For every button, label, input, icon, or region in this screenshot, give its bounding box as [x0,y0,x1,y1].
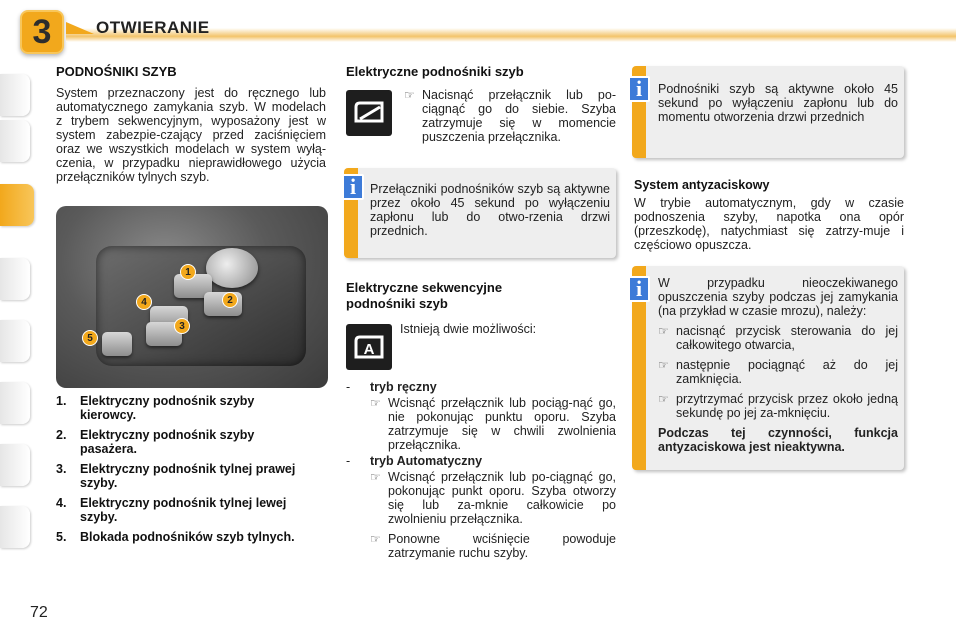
anti-pinch-text: W trybie automatycznym, gdy w czasie podnoszenia szyby, napotka ona opór (przeszkodę), natychmiast się zatrzy-muje i częściowo opuszcza. [634,196,904,252]
info-box-unexpected: W przypadku nieoczekiwanego opuszczenia szyby podczas jej zamykania (na przykład w czasie mrozu), należy: ☞ nacisnąć przycisk sterowania do jej całkowitego otwarcia, ☞ następnie pociągnąć aż do jej zamknięcia. ☞ przytrzymać przycisk przez około jedną sekundę po jej za-mknięciu. Podczas tej czynności, funkcja antyzaciskowa jest nieaktywna. [632,266,904,470]
pointer-icon: ☞ [658,392,669,406]
intro-paragraph: System przeznaczony jest do ręcznego lub automatycznego zamykania szyb. W modelach z trybem sekwencyjnym, wyposażony jest w system zabezpie-czający przed zaciśnięciem oraz we wszystkich modelach w system wyłą-czenia, w przypadku nieprawidłowego użycia przełączników tylnych szyb. [56,86,326,184]
legend-item: 2. Elektryczny podnośnik szyby pasażera. [56,428,255,456]
window-switch-photo [56,206,328,388]
info-bullet: ☞ następnie pociągnąć aż do jej zamknięcia. [658,358,898,386]
info-box-switch-active: Przełączniki podnośników szyb są aktywne przez około 45 sekund po wyłączeniu zapłonu lub do otwo-rzenia drzwi przednich. [344,168,616,258]
bullet-electric: ☞ Nacisnąć przełącznik lub po-ciągnąć go do siebie. Szyba zatrzymuje się w momencie puszczenia przełącznika. [404,88,616,144]
legend-item: 3. Elektryczny podnośnik tylnej prawej szyby. [56,462,296,490]
bullet-auto-1: ☞ Wcisnąć przełącznik lub po-ciągnąć go, pokonując punkt oporu. Szyba otworzy się lub za-mknie całkowicie po zwolnieniu przełącznika. [370,470,616,526]
side-tab-8[interactable] [0,506,30,548]
section-title-sequential: Elektryczne sekwencyjne podnośniki szyb [346,280,503,311]
pointer-icon: ☞ [658,358,669,372]
pointer-icon: ☞ [658,324,669,338]
info-icon: i [628,76,650,102]
mode-manual-block [346,380,616,452]
photo-badge-3: 3 [174,318,190,334]
pointer-icon: ☞ [404,88,415,102]
photo-badge-1: 1 [180,264,196,280]
info-icon: i [342,174,364,200]
pointer-icon: ☞ [370,532,381,546]
chapter-badge [20,10,64,54]
info-warning: Podczas tej czynności, funkcja antyzaciskowa jest nieaktywna. [658,426,898,454]
mode-manual-title: tryb ręczny [370,380,437,394]
legend-item: 1. Elektryczny podnośnik szyby kierowcy. [56,394,255,422]
section-title-window-lifts: PODNOŚNIKI SZYB [56,64,177,79]
side-tab-5[interactable] [0,320,30,362]
chapter-number: 3 [32,12,52,51]
mirror-knob [206,248,258,288]
side-tab-2[interactable] [0,120,30,162]
legend-item: 5. Blokada podnośników szyb tylnych. [56,530,295,544]
switch-legend [56,394,306,550]
photo-badge-5: 5 [82,330,98,346]
mode-auto-title: tryb Automatyczny [370,454,483,468]
pointer-icon: ☞ [370,470,381,484]
side-tab-4[interactable] [0,258,30,300]
bullet-auto-2: ☞ Ponowne wciśnięcie powoduje zatrzymanie ruchu szyby. [370,532,616,560]
side-tab-1[interactable] [0,74,30,116]
options-intro: Istnieją dwie możliwości: [400,322,537,336]
page-title: OTWIERANIE [96,18,210,37]
info-bullet: ☞ nacisnąć przycisk sterowania do jej całkowitego otwarcia, [658,324,898,352]
dash: - [346,454,351,468]
pointer-icon: ☞ [370,396,381,410]
switch-5 [102,332,132,356]
window-switch-icon [346,90,392,136]
info-icon: i [628,276,650,302]
photo-badge-2: 2 [222,292,238,308]
bullet-manual: ☞ Wcisnąć przełącznik lub pociąg-nąć go, nie pokonując punktu oporu. Szyba zatrzymuje się w chwili zwolnienia przełącznika. [370,396,616,452]
auto-icon-letter: A [363,341,375,358]
side-tab-active[interactable] [0,184,34,226]
info-box-active-45s: Podnośniki szyb są aktywne około 45 sekund po wyłączeniu zapłonu lub do momentu otworzenia drzwi przednich [632,66,904,158]
side-tab-7[interactable] [0,444,30,486]
mode-auto-block [346,454,616,560]
anti-pinch-title: System antyzaciskowy [634,178,770,192]
dash: - [346,380,351,394]
legend-item: 4. Elektryczny podnośnik tylnej lewej szyby. [56,496,287,524]
info-bullet: ☞ przytrzymać przycisk przez około jedną sekundę po jej za-mknięciu. [658,392,898,420]
side-tab-6[interactable] [0,382,30,424]
auto-window-icon [346,324,392,370]
photo-badge-4: 4 [136,294,152,310]
page-number: 72 [30,604,48,621]
section-title-electric: Elektryczne podnośniki szyb [346,64,524,79]
